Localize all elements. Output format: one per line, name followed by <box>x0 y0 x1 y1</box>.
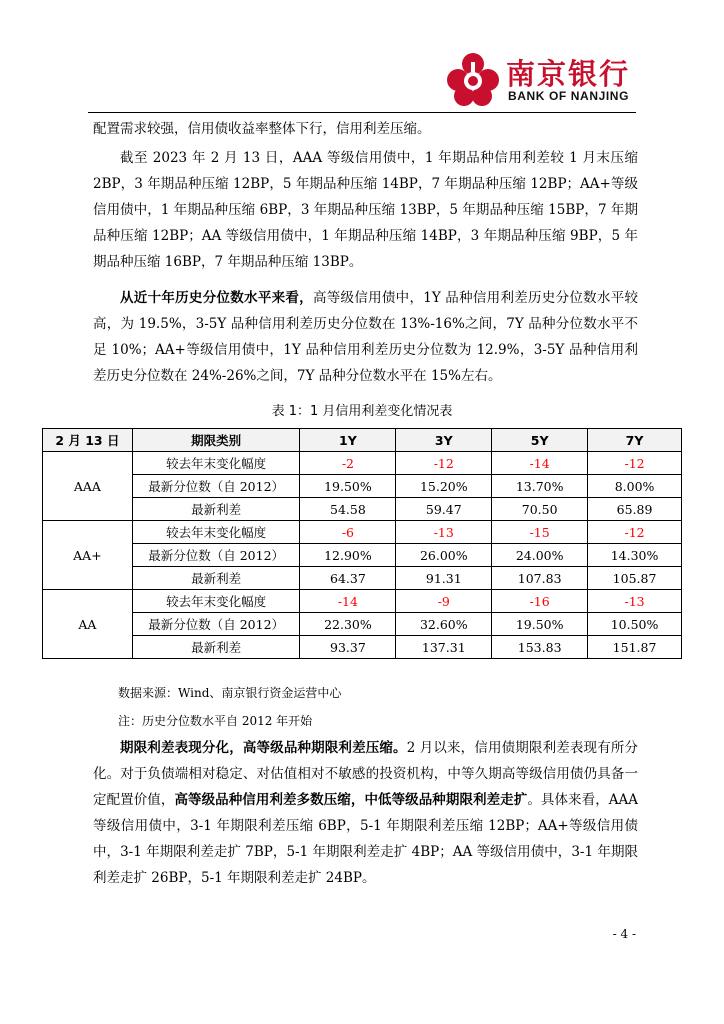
value-cell: 64.37 <box>300 567 396 590</box>
value-cell: -14 <box>492 452 588 475</box>
credit-spread-table <box>42 428 682 659</box>
value-cell: 26.00% <box>396 544 492 567</box>
value-cell: 24.00% <box>492 544 588 567</box>
value-cell: 153.83 <box>492 636 588 659</box>
header-category: 期限类别 <box>132 429 300 452</box>
bank-name-cn: 南京银行 <box>506 57 631 91</box>
row-label: 较去年末变化幅度 <box>132 590 300 613</box>
value-cell: -9 <box>396 590 492 613</box>
value-cell: 137.31 <box>396 636 492 659</box>
value-cell: 19.50% <box>492 613 588 636</box>
table-row <box>43 521 682 544</box>
paragraph-4-text-1: 2 月以来，信用债期限利差表现有所分化。对于负债端相对稳定、对估值相对不敏感的投资机构，中等久期高等级信用债仍具备一定配置价值， <box>93 740 638 808</box>
row-label: 最新分位数（自 2012） <box>132 613 300 636</box>
paragraph-4-bold-1: 期限利差表现分化，高等级品种期限利差压缩。 <box>120 740 407 756</box>
value-cell: -12 <box>588 452 682 475</box>
paragraph-4 <box>93 735 638 891</box>
row-label: 较去年末变化幅度 <box>132 521 300 544</box>
bank-logo <box>444 50 644 110</box>
value-cell: 54.58 <box>300 498 396 521</box>
value-cell: 70.50 <box>492 498 588 521</box>
bank-of-nanjing-emblem-icon <box>444 50 502 108</box>
value-cell: 93.37 <box>300 636 396 659</box>
value-cell: 65.89 <box>588 498 682 521</box>
value-cell: -12 <box>396 452 492 475</box>
table-row <box>43 475 682 498</box>
data-source-note: 数据来源：Wind、南京银行资金运营中心 <box>118 686 342 700</box>
value-cell: 14.30% <box>588 544 682 567</box>
value-cell: -15 <box>492 521 588 544</box>
value-cell: -16 <box>492 590 588 613</box>
value-cell: 13.70% <box>492 475 588 498</box>
value-cell: 19.50% <box>300 475 396 498</box>
page-number: - 4 - <box>612 927 636 941</box>
value-cell: 8.00% <box>588 475 682 498</box>
row-label: 较去年末变化幅度 <box>132 452 300 475</box>
paragraph-3-bold: 从近十年历史分位数水平来看， <box>120 290 313 306</box>
value-cell: 91.31 <box>396 567 492 590</box>
table-row <box>43 613 682 636</box>
value-cell: 59.47 <box>396 498 492 521</box>
paragraph-4-text-2: 。具体来看，AAA 等级信用债中，3-1 年期限利差压缩 6BP，5-1 年期限利差压缩 12BP；AA+等级信用债中，3-1 年期限利差走扩 7BP，5-1 年期限利差走扩 4BP；AA 等级信用债中，3-1 年期限利差走扩 26BP，5-1 年期限利差走扩 24BP。 <box>93 792 639 886</box>
header-7y: 7Y <box>588 429 682 452</box>
header-date: 2 月 13 日 <box>43 429 133 452</box>
value-cell: 22.30% <box>300 613 396 636</box>
table-row <box>43 498 682 521</box>
paragraph-2: 截至 2023 年 2 月 13 日，AAA 等级信用债中，1 年期品种信用利差较 1 月末压缩 2BP，3 年期品种压缩 12BP，5 年期品种压缩 14BP，7 年期品种压缩 12BP；AA+等级信用债中，1 年期品种压缩 6BP，3 年期品种压缩 13BP，5 年期品种压缩 15BP，7 年期品种压缩 12BP；AA 等级信用债中，1 年期品种压缩 14BP，3 年期品种压缩 9BP，5 年期品种压缩 16BP，7 年期品种压缩 13BP。 <box>93 150 638 270</box>
value-cell: -12 <box>588 521 682 544</box>
value-cell: 105.87 <box>588 567 682 590</box>
table-caption: 表 1：1 月信用利差变化情况表 <box>271 404 453 419</box>
header-3y: 3Y <box>396 429 492 452</box>
table-row <box>43 544 682 567</box>
table-header-row <box>43 429 682 452</box>
value-cell: -14 <box>300 590 396 613</box>
row-label: 最新利差 <box>132 636 300 659</box>
value-cell: 10.50% <box>588 613 682 636</box>
row-label: 最新利差 <box>132 567 300 590</box>
table-row <box>43 567 682 590</box>
bank-name-en: BANK OF NANJING <box>508 89 630 103</box>
paragraph-1: 配置需求较强，信用债收益率整体下行，信用利差压缩。 <box>93 121 431 137</box>
value-cell: -13 <box>396 521 492 544</box>
table-row <box>43 636 682 659</box>
value-cell: -2 <box>300 452 396 475</box>
row-label: 最新分位数（自 2012） <box>132 544 300 567</box>
value-cell: 32.60% <box>396 613 492 636</box>
table-row <box>43 452 682 475</box>
paragraph-4-bold-2: 高等级品种信用利差多数压缩，中低等级品种期限利差走扩 <box>174 792 528 808</box>
grade-cell: AAA <box>43 452 133 521</box>
value-cell: 151.87 <box>588 636 682 659</box>
percentile-note: 注：历史分位数水平自 2012 年开始 <box>118 714 313 728</box>
value-cell: -13 <box>588 590 682 613</box>
table-row <box>43 590 682 613</box>
paragraph-3-text: 高等级信用债中，1Y 品种信用利差历史分位数水平较高，为 19.5%，3-5Y 品种信用利差历史分位数在 13%-16%之间，7Y 品种分位数水平不足 10%；AA+等级信用债中，1Y 品种信用利差历史分位数为 12.9%，3-5Y 品种信用利差历史分位数在 24%-26%之间，7Y 品种分位数水平在 15%左右。 <box>93 290 638 384</box>
header-divider <box>88 112 636 113</box>
grade-cell: AA+ <box>43 521 133 590</box>
grade-cell: AA <box>43 590 133 659</box>
row-label: 最新分位数（自 2012） <box>132 475 300 498</box>
value-cell: -6 <box>300 521 396 544</box>
value-cell: 15.20% <box>396 475 492 498</box>
row-label: 最新利差 <box>132 498 300 521</box>
value-cell: 12.90% <box>300 544 396 567</box>
paragraph-3 <box>93 285 638 389</box>
value-cell: 107.83 <box>492 567 588 590</box>
header-5y: 5Y <box>492 429 588 452</box>
header-1y: 1Y <box>300 429 396 452</box>
